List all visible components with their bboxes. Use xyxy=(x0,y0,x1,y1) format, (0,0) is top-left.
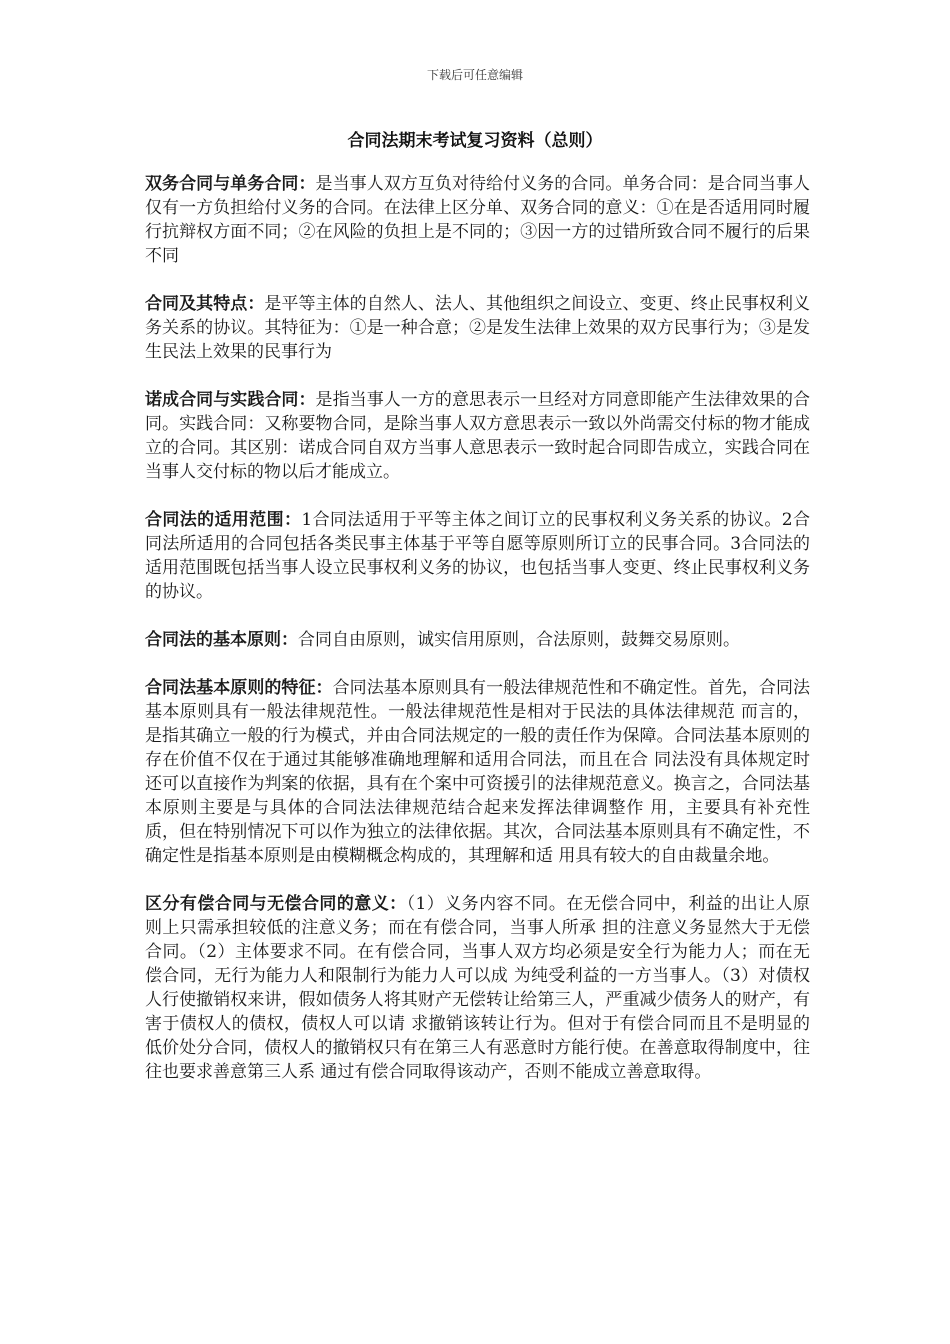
document-title: 合同法期末考试复习资料（总则） xyxy=(347,131,603,151)
header-note: 下载后可任意编辑 xyxy=(426,68,523,82)
section-text: 合同自由原则，诚实信用原则，合法原则，鼓舞交易原则。 xyxy=(298,630,740,650)
section-term: 合同及其特点： xyxy=(145,294,265,314)
section-term: 诺成合同与实践合同： xyxy=(145,390,316,410)
document-body xyxy=(145,172,810,1108)
section-term: 合同法基本原则的特征： xyxy=(145,678,333,698)
section-contract-features xyxy=(145,292,810,364)
section-text: （1）义务内容不同。在无偿合同中，利益的出让人原则上只需承担较低的注意义务；而在有偿合同，当事人所承 担的注意义务显然大于无偿合同。（2）主体要求不同。在有偿合同，当事人双方均必须是安全行为能力人；而在无偿合同，无行为能力人和限制行为能力人可以成 为纯受利益的一方当事人。（3）对债权人行使撤销权来讲，假如债务人将其财产无偿转让给第三人，严重减少债务人的财产，有害于债权人的债权，债权人可以请 求撤销该转让行为。但对于有偿合同而且不是明显的低价处分合同，债权人的撤销权只有在第三人有恶意时方能行使。在善意取得制度中，往往也要求善意第三人系 通过有偿合同取得该动产，否则不能成立善意取得。 xyxy=(145,894,810,1082)
section-text: 是指当事人一方的意思表示一旦经对方同意即能产生法律效果的合同。实践合同：又称要物合同，是除当事人双方意思表示一致以外尚需交付标的物才能成立的合同。其区别：诺成合同自双方当事人意思表示一致时起合同即告成立，实践合同在当事人交付标的物以后才能成立。 xyxy=(145,390,811,482)
section-text: 合同法基本原则具有一般法律规范性和不确定性。首先，合同法基本原则具有一般法律规范性。一般法律规范性是相对于民法的具体法律规范 而言的，是指其确立一般的行为模式，并由合同法规定的一般的责任作为保障。合同法基本原则的存在价值不仅在于通过其能够准确地理解和适用合同法，而且在合 同法没有具体规定时还可以直接作为判案的依据，具有在个案中可资援引的法律规范意义。换言之，合同法基本原则主要是与具体的合同法法律规范结合起来发挥法律调整作 用，主要具有补充性质，但在特别情况下可以作为独立的法律依据。其次，合同法基本原则具有不确定性，不确定性是指基本原则是由模糊概念构成的，其理解和适 用具有较大的自由裁量余地。 xyxy=(145,678,811,866)
section-term: 区分有偿合同与无偿合同的意义： xyxy=(145,894,407,914)
section-text: 是当事人双方互负对待给付义务的合同。单务合同：是合同当事人仅有一方负担给付义务的合同。在法律上区分单、双务合同的意义：①在是否适用同时履行抗辩权方面不同；②在风险的负担上是不同的；③因一方的过错所致合同不履行的后果不同 xyxy=(145,174,811,266)
section-consensual-real-contract xyxy=(145,388,810,484)
section-basic-principles xyxy=(145,628,810,652)
section-term: 双务合同与单务合同： xyxy=(145,174,316,194)
section-term: 合同法的适用范围： xyxy=(145,510,302,530)
section-bilateral-unilateral-contract xyxy=(145,172,810,268)
section-term: 合同法的基本原则： xyxy=(145,630,298,650)
section-principle-characteristics xyxy=(145,676,810,868)
section-text: 是平等主体的自然人、法人、其他组织之间设立、变更、终止民事权利义务关系的协议。其特征为：①是一种合意；②是发生法律上效果的双方民事行为；③是发生民法上效果的民事行为 xyxy=(145,294,811,362)
section-text: 1合同法适用于平等主体之间订立的民事权利义务关系的协议。2合同法所适用的合同包括各类民事主体基于平等自愿等原则所订立的民事合同。3合同法的适用范围既包括当事人设立民事权利义务的协议，也包括当事人变更、终止民事权利义务的协议。 xyxy=(145,510,810,602)
section-onerous-gratuitous-contract xyxy=(145,892,810,1084)
section-scope-of-application xyxy=(145,508,810,604)
